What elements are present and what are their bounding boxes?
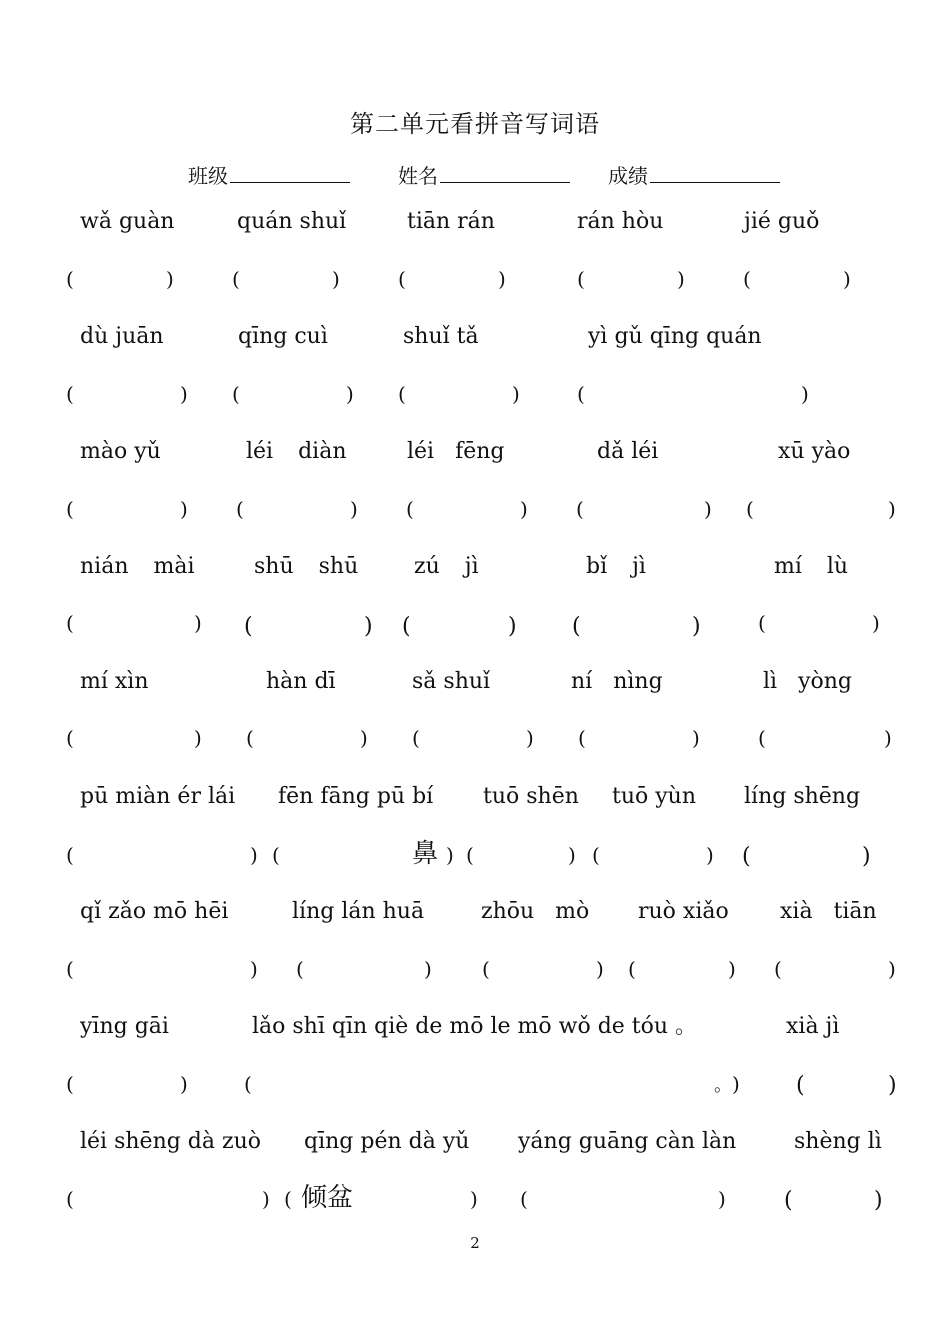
answer-blank-close: ) — [884, 726, 892, 750]
answer-blank-open[interactable]: ( — [272, 843, 280, 867]
answer-blank-close: ) — [888, 497, 896, 521]
pinyin-item: qīng cuì — [238, 324, 328, 349]
answer-blank-open[interactable]: ( — [572, 614, 581, 639]
hint-characters: 倾盆 — [301, 1183, 354, 1213]
answer-blank-open[interactable]: ( — [66, 1187, 74, 1211]
answer-blank-close: ) — [194, 611, 202, 635]
pinyin-item: léi shēng dà zuò — [80, 1129, 262, 1154]
answer-blank-close: ) — [596, 957, 604, 981]
class-blank-line[interactable] — [230, 160, 350, 183]
score-blank-line[interactable] — [650, 160, 780, 183]
page-number: 2 — [470, 1234, 480, 1252]
answer-blank-close: ) — [520, 497, 528, 521]
answer-blank-close: ) — [180, 1072, 188, 1096]
answer-blank-open[interactable]: ( — [244, 1072, 252, 1096]
pinyin-item: zú jì — [414, 554, 479, 579]
pinyin-item: lì yòng — [763, 669, 852, 694]
pinyin-item: ruò xiǎo — [638, 899, 729, 924]
answer-blank-close: ) — [470, 1187, 478, 1211]
answer-blank-close: ) — [360, 726, 368, 750]
name-label: 姓名 — [398, 164, 438, 188]
page-title: 第二单元看拼音写词语 — [350, 110, 600, 138]
answer-blank-close: ) — [704, 497, 712, 521]
pinyin-item: pū miàn ér lái — [80, 784, 236, 809]
answer-blank-close: ) — [874, 1188, 883, 1213]
answer-blank-close: ) — [843, 267, 851, 291]
answer-blank-close: ) — [526, 726, 534, 750]
answer-blank-open[interactable]: ( — [244, 614, 253, 639]
answer-blank-open[interactable]: ( — [482, 957, 490, 981]
answer-blank-close: ) — [180, 497, 188, 521]
answer-blank-open[interactable]: ( — [628, 957, 636, 981]
answer-blank-open[interactable]: ( — [746, 497, 754, 521]
answer-blank-close: ) — [512, 382, 520, 406]
answer-blank-open[interactable]: ( — [296, 957, 304, 981]
class-label: 班级 — [188, 164, 228, 188]
class-field[interactable] — [188, 160, 350, 189]
pinyin-item: hàn dī — [266, 669, 336, 694]
answer-blank-close: ) — [346, 382, 354, 406]
pinyin-item: nián mài — [80, 554, 195, 579]
answer-blank-close: ) — [364, 614, 373, 639]
answer-blank-close: ) — [498, 267, 506, 291]
pinyin-item: rán hòu — [577, 209, 664, 234]
answer-blank-open[interactable]: ( — [520, 1187, 528, 1211]
answer-blank-open[interactable]: ( — [406, 497, 414, 521]
pinyin-item: jié guǒ — [744, 209, 820, 234]
pinyin-item: shuǐ tǎ — [403, 324, 479, 349]
hint-punctuation: 。 — [714, 1075, 732, 1096]
pinyin-item: xià tiān — [780, 899, 877, 924]
pinyin-item: wǎ guàn — [80, 209, 175, 234]
answer-blank-open[interactable]: ( — [66, 611, 74, 635]
answer-blank-close: ) — [801, 382, 809, 406]
answer-blank-open[interactable]: ( — [796, 1073, 805, 1098]
answer-blank-close: ) — [706, 843, 714, 867]
answer-blank-open[interactable]: ( — [758, 611, 766, 635]
answer-blank-open[interactable]: ( — [236, 497, 244, 521]
pinyin-item: qǐ zǎo mō hēi — [80, 899, 229, 924]
answer-blank-close: ) — [692, 726, 700, 750]
hint-character: 鼻 — [412, 839, 439, 869]
pinyin-item: yīng gāi — [80, 1014, 169, 1039]
pinyin-item: léi diàn — [246, 439, 347, 464]
pinyin-item: dǎ léi — [597, 439, 659, 464]
answer-blank-close: ) — [728, 957, 736, 981]
answer-blank-close: ) — [888, 1073, 897, 1098]
pinyin-item: tuō shēn — [483, 784, 579, 809]
answer-blank-open[interactable]: ( — [66, 957, 74, 981]
answer-blank-close: ) — [718, 1187, 726, 1211]
answer-blank-close: ) — [872, 611, 880, 635]
score-label: 成绩 — [608, 164, 648, 188]
answer-blank-open[interactable]: ( — [398, 267, 406, 291]
pinyin-item: mí lù — [774, 554, 849, 579]
pinyin-item: shū shū — [254, 554, 359, 579]
pinyin-item: shèng lì — [794, 1129, 882, 1154]
answer-blank-close: ) — [350, 497, 358, 521]
answer-blank-close: ) — [568, 843, 576, 867]
answer-blank-close: ) — [862, 844, 871, 869]
answer-blank-close: ) — [180, 382, 188, 406]
pinyin-item: tiān rán — [407, 209, 495, 234]
answer-blank-open[interactable]: ( — [578, 726, 586, 750]
pinyin-item: zhōu mò — [481, 899, 590, 924]
answer-blank-close: ) — [692, 614, 701, 639]
answer-blank-open[interactable]: ( — [758, 726, 766, 750]
pinyin-item: dù juān — [80, 324, 164, 349]
name-field[interactable] — [398, 160, 570, 189]
answer-blank-close: ) — [332, 267, 340, 291]
answer-blank-open[interactable]: ( — [742, 844, 751, 869]
answer-blank-open[interactable]: ( — [743, 267, 751, 291]
answer-blank-open[interactable]: ( — [232, 267, 240, 291]
pinyin-item: xià jì — [786, 1014, 840, 1039]
answer-blank-open[interactable]: ( — [466, 843, 474, 867]
answer-blank-close: ) — [250, 957, 258, 981]
name-blank-line[interactable] — [440, 160, 570, 183]
answer-blank-open[interactable]: ( — [246, 726, 254, 750]
pinyin-item: mí xìn — [80, 669, 149, 694]
answer-blank-open[interactable]: ( — [284, 1187, 292, 1211]
answer-blank-open[interactable]: ( — [577, 267, 585, 291]
answer-blank-close: ) — [508, 614, 517, 639]
answer-blank-open[interactable]: ( — [592, 843, 600, 867]
answer-blank-close: ) — [888, 957, 896, 981]
answer-blank-open[interactable]: ( — [398, 382, 406, 406]
answer-blank-open[interactable]: ( — [576, 497, 584, 521]
pinyin-item: lǎo shī qīn qiè de mō le mō wǒ de tóu 。 — [252, 1014, 698, 1039]
answer-blank-open[interactable]: ( — [66, 1072, 74, 1096]
answer-blank-close: ) — [250, 843, 258, 867]
answer-blank-close: ) — [424, 957, 432, 981]
pinyin-item: ní nìng — [571, 669, 663, 694]
answer-blank-open[interactable]: ( — [402, 614, 411, 639]
answer-blank-open[interactable]: ( — [774, 957, 782, 981]
answer-blank-open[interactable]: ( — [66, 497, 74, 521]
pinyin-item: mào yǔ — [80, 439, 161, 464]
pinyin-item: líng shēng — [744, 784, 861, 809]
answer-blank-open[interactable]: ( — [66, 267, 74, 291]
answer-blank-close: ) — [446, 843, 454, 867]
pinyin-item: qīng pén dà yǔ — [304, 1129, 470, 1154]
pinyin-item: bǐ jì — [586, 554, 646, 579]
answer-blank-open[interactable]: ( — [66, 843, 74, 867]
pinyin-item: yì gǔ qīng quán — [588, 324, 762, 349]
answer-blank-close: ) — [732, 1072, 740, 1096]
answer-blank-close: ) — [194, 726, 202, 750]
answer-blank-close: ) — [677, 267, 685, 291]
pinyin-item: fēn fāng pū bí — [278, 784, 434, 809]
answer-blank-open[interactable]: ( — [66, 726, 74, 750]
score-field[interactable] — [608, 160, 780, 189]
answer-blank-close: ) — [166, 267, 174, 291]
answer-blank-open[interactable]: ( — [232, 382, 240, 406]
pinyin-item: sǎ shuǐ — [412, 669, 491, 694]
answer-blank-close: ) — [262, 1187, 270, 1211]
answer-blank-open[interactable]: ( — [412, 726, 420, 750]
pinyin-item: xū yào — [778, 439, 851, 464]
answer-blank-open[interactable]: ( — [784, 1188, 793, 1213]
pinyin-item: tuō yùn — [612, 784, 697, 809]
pinyin-item: yáng guāng càn làn — [518, 1129, 737, 1154]
pinyin-item: quán shuǐ — [237, 209, 347, 234]
pinyin-item: léi fēng — [407, 439, 505, 464]
pinyin-item: líng lán huā — [292, 899, 425, 924]
answer-blank-open[interactable]: ( — [577, 382, 585, 406]
answer-blank-open[interactable]: ( — [66, 382, 74, 406]
